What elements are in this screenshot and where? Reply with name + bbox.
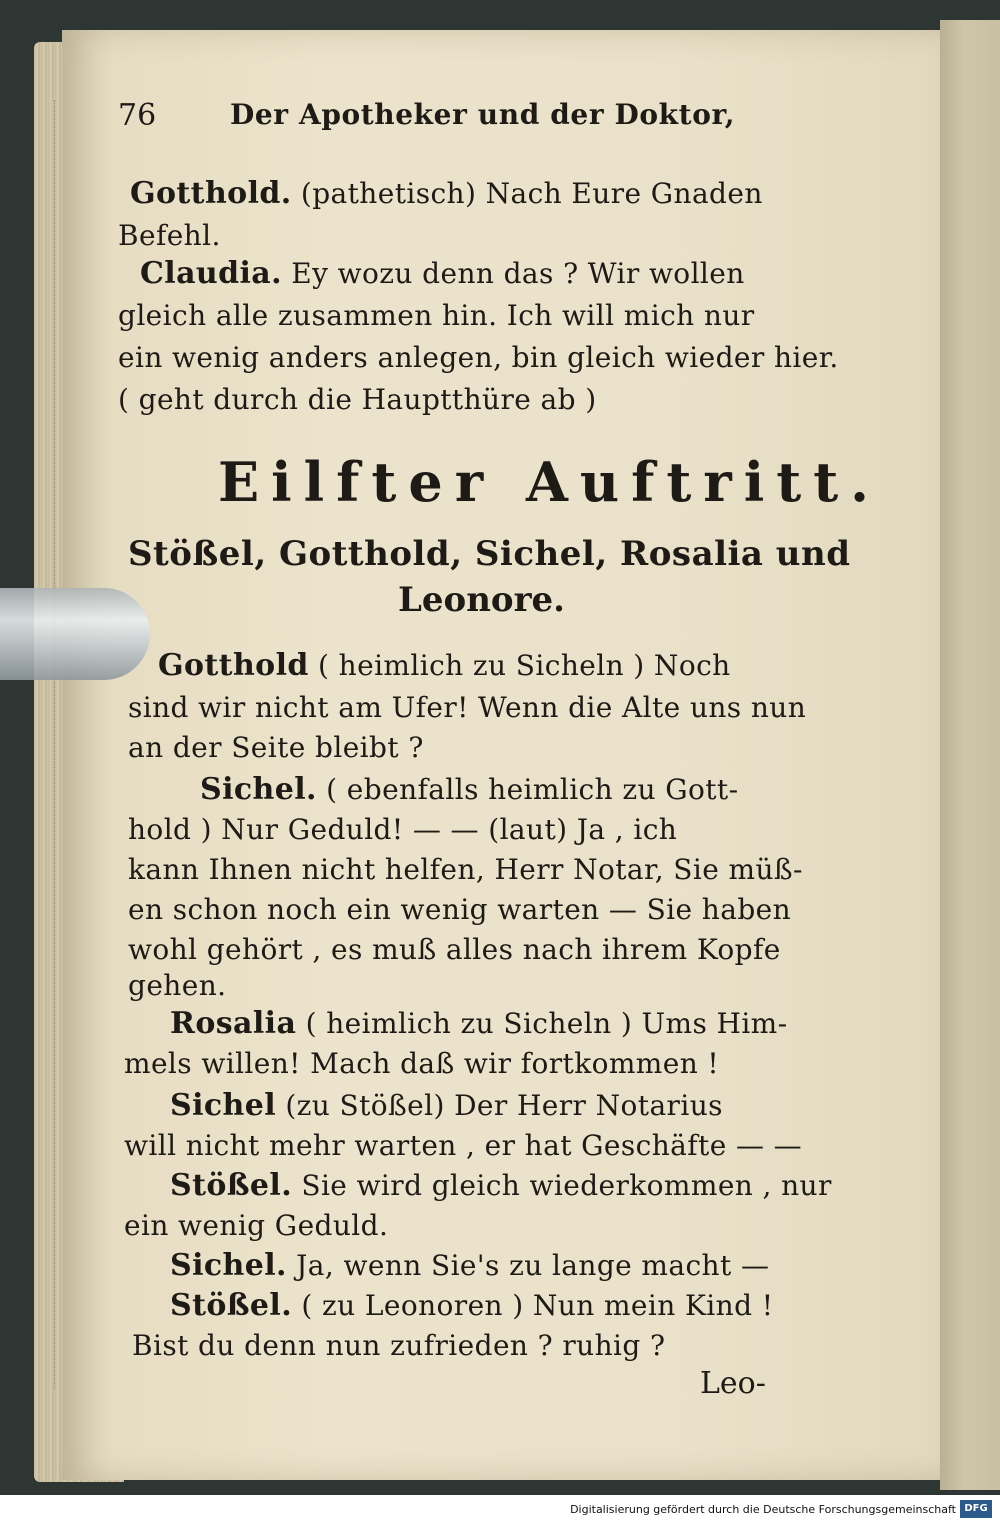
line-text: ( heimlich zu Sicheln ) Ums Him- bbox=[296, 1007, 788, 1040]
speaker-name: Sichel bbox=[170, 1088, 277, 1123]
line-text: Ey wozu denn das ? Wir wollen bbox=[281, 257, 745, 290]
line-text: gehen. bbox=[128, 969, 227, 1002]
text-line bbox=[130, 176, 763, 212]
text-line bbox=[170, 1288, 773, 1324]
line-text: Ja, wenn Sie's zu lange macht — bbox=[286, 1249, 770, 1282]
text-line bbox=[200, 772, 738, 808]
text-line bbox=[128, 968, 226, 1004]
line-text: ( geht durch die Hauptthüre ab ) bbox=[118, 383, 597, 416]
line-text: sind wir nicht am Ufer! Wenn die Alte uns nun bbox=[128, 691, 807, 724]
speaker-name: Stößel. bbox=[170, 1288, 293, 1323]
speaker-name: Gotthold bbox=[158, 648, 309, 683]
speaker-name: Rosalia bbox=[170, 1006, 297, 1041]
text-line bbox=[124, 1046, 719, 1082]
footer-bar bbox=[0, 1495, 1000, 1525]
line-text: (pathetisch) Nach Eure Gnaden bbox=[291, 177, 763, 210]
text-line bbox=[170, 1088, 723, 1124]
running-title: Der Apotheker und der Doktor, bbox=[230, 98, 736, 131]
text-line bbox=[140, 256, 745, 292]
speaker-name: Gotthold. bbox=[130, 176, 292, 211]
character-list-continued: Leonore. bbox=[398, 580, 565, 620]
text-line bbox=[118, 340, 839, 376]
line-text: gleich alle zusammen hin. Ich will mich nur bbox=[118, 299, 755, 332]
text-line bbox=[128, 932, 781, 968]
line-text: ein wenig Geduld. bbox=[124, 1209, 389, 1242]
line-text: will nicht mehr warten , er hat Geschäfte — — bbox=[124, 1129, 803, 1162]
text-line bbox=[158, 648, 731, 684]
line-text: ein wenig anders anlegen, bin gleich wieder hier. bbox=[118, 341, 839, 374]
speaker-name: Claudia. bbox=[140, 256, 282, 291]
line-text: Bist du denn nun zufrieden ? ruhig ? bbox=[132, 1329, 666, 1362]
dfg-logo: DFG bbox=[960, 1500, 992, 1518]
text-line bbox=[128, 892, 791, 928]
character-list: Stößel, Gotthold, Sichel, Rosalia und bbox=[128, 534, 851, 574]
line-text: an der Seite bleibt ? bbox=[128, 731, 424, 764]
text-line bbox=[118, 382, 597, 418]
footer-credit: Digitalisierung gefördert durch die Deutsche Forschungsgemeinschaft bbox=[570, 1503, 956, 1516]
page-clip bbox=[0, 588, 150, 680]
text-line bbox=[170, 1168, 832, 1204]
text-line bbox=[170, 1006, 788, 1042]
text-line bbox=[128, 690, 806, 726]
text-line bbox=[118, 298, 755, 334]
line-text: hold ) Nur Geduld! — — (laut) Ja , ich bbox=[128, 813, 678, 846]
line-text: ( ebenfalls heimlich zu Gott- bbox=[316, 773, 739, 806]
page-number: 76 bbox=[118, 98, 157, 133]
text-line bbox=[128, 852, 803, 888]
text-line bbox=[118, 218, 221, 254]
line-text: ( heimlich zu Sicheln ) Noch bbox=[308, 649, 731, 682]
line-text: Sie wird gleich wiederkommen , nur bbox=[292, 1169, 832, 1202]
line-text: (zu Stößel) Der Herr Notarius bbox=[276, 1089, 723, 1122]
catchword: Leo- bbox=[700, 1366, 766, 1401]
line-text: wohl gehört , es muß alles nach ihrem Kopfe bbox=[128, 933, 781, 966]
scene-heading: Eilfter Auftritt. bbox=[218, 450, 881, 514]
line-text: Befehl. bbox=[118, 219, 221, 252]
line-text: kann Ihnen nicht helfen, Herr Notar, Sie müß- bbox=[128, 853, 803, 886]
text-line bbox=[170, 1248, 769, 1284]
text-line bbox=[124, 1128, 802, 1164]
line-text: en schon noch ein wenig warten — Sie haben bbox=[128, 893, 792, 926]
line-text: ( zu Leonoren ) Nun mein Kind ! bbox=[292, 1289, 774, 1322]
speaker-name: Sichel. bbox=[200, 772, 317, 807]
speaker-name: Sichel. bbox=[170, 1248, 287, 1283]
line-text: mels willen! Mach daß wir fortkommen ! bbox=[124, 1047, 720, 1080]
speaker-name: Stößel. bbox=[170, 1168, 293, 1203]
text-line bbox=[128, 730, 424, 766]
text-line bbox=[124, 1208, 388, 1244]
text-line bbox=[132, 1328, 665, 1364]
text-line bbox=[128, 812, 677, 848]
